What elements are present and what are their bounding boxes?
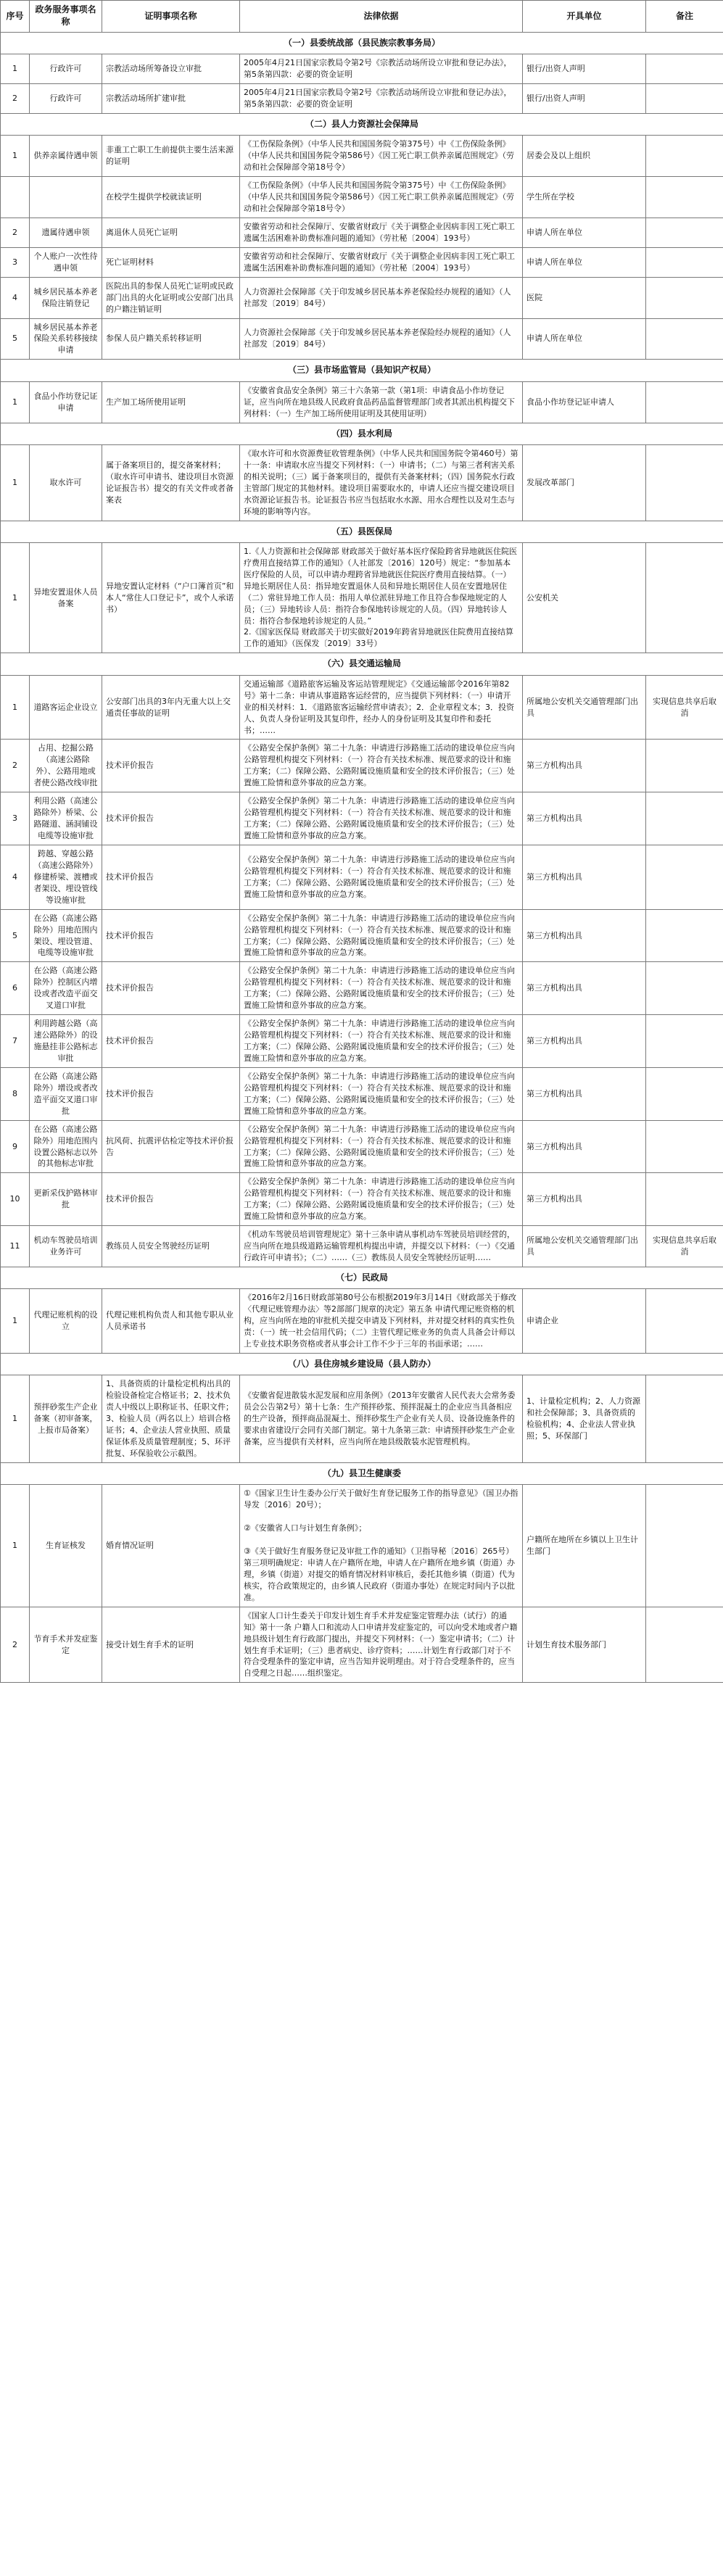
cell-note [646,1120,723,1173]
cell-note [646,909,723,962]
section-row [1,1462,723,1484]
cell-note [646,54,723,84]
header-seq: 序号 [1,1,30,33]
cell-certificate-name: 代理记账机构负责人和其他专职从业人员承诺书 [102,1289,240,1354]
cell-issuing-unit: 第三方机构出具 [523,1015,646,1068]
table-row [1,218,723,247]
cell-seq: 1 [1,1485,30,1607]
cell-certificate-name: 宗教活动场所扩建审批 [102,84,240,114]
header-note: 备注 [646,1,723,33]
table-row [1,542,723,653]
cell-legal-basis: 2005年4月21日国家宗教局令第2号《宗教活动场所设立审批和登记办法》，第5条第四款：必要的资金证明 [240,54,523,84]
cell-legal-basis: 《2016年2月16日财政部第80号公布根据2019年3月14日《财政部关于修改〈代理记账管理办法〉等2部部门规章的决定》第五条 申请代理记账资格的机构，应当向所在地的审批机关提交申请及下列材料，并对提交材料的真实性负责：（一）统一社会信用代码；（二）主管代理记账业务的负责人具备会计师以上专业技术职务资格或者从事会计工作不少于三年的书面承诺；…… [240,1289,523,1354]
cell-seq: 1 [1,1289,30,1354]
cell-service-name: 跨越、穿越公路（高速公路除外）修建桥梁、渡槽或者架设、埋设管线等设施审批 [30,845,102,909]
cell-issuing-unit: 第三方机构出具 [523,1120,646,1173]
cell-legal-basis: 《取水许可和水资源费征收管理条例》（中华人民共和国国务院令第460号）第十一条：申请取水应当提交下列材料：（一）申请书；（二）与第三者利害关系的相关说明；（三）属于备案项目的，提供有关备案材料；（四）国务院水行政主管部门规定的其他材料。建设项目需要取水的，申请人还应当提交建设项目水资源论证报告书。论证报告书应当包括取水水源、用水合理性以及对生态与环境的影响等内容。 [240,444,523,521]
table-row [1,381,723,423]
cell-seq: 5 [1,318,30,360]
cell-seq: 1 [1,542,30,653]
table-row [1,962,723,1015]
cell-certificate-name: 属于备案项目的，提交备案材料；（取水许可申请书、建设项目水资源论证报告书）提交的有关文件或者备案表 [102,444,240,521]
cell-legal-basis: 《公路安全保护条例》第二十九条：申请进行涉路施工活动的建设单位应当向公路管理机构提交下列材料：（一）符合有关技术标准、规范要求的设计和施工方案；（二）保障公路、公路附属设施质量和安全的技术评价报告；（三）处置施工险情和意外事故的应急方案。 [240,1015,523,1068]
section-title: （一）县委统战部（县民族宗教事务局） [1,32,723,54]
cell-note [646,1485,723,1607]
cell-legal-basis: 《公路安全保护条例》第二十九条：申请进行涉路施工活动的建设单位应当向公路管理机构提交下列材料：（一）符合有关技术标准、规范要求的设计和施工方案；（二）保障公路、公路附属设施质量和安全的技术评价报告；（三）处置施工险情和意外事故的应急方案。 [240,1067,523,1120]
cell-service-name: 节育手术并发症鉴定 [30,1607,102,1683]
section-row [1,1267,723,1288]
cell-seq: 1 [1,54,30,84]
cell-certificate-name: 离退休人员死亡证明 [102,218,240,247]
table-row [1,1226,723,1267]
cell-certificate-name: 技术评价报告 [102,1067,240,1120]
cell-certificate-name: 医院出具的参保人员死亡证明或民政部门出具的火化证明或公安部门出具的户籍注销证明 [102,277,240,318]
section-row [1,1354,723,1375]
cell-issuing-unit: 第三方机构出具 [523,962,646,1015]
cell-note [646,542,723,653]
cell-issuing-unit: 银行/出资人声明 [523,84,646,114]
cell-service-name: 利用公路（高速公路除外）桥梁、公路隧道、涵洞铺设电缆等设施审批 [30,792,102,845]
cell-certificate-name: 接受计划生育手术的证明 [102,1607,240,1683]
table-header-row [1,1,723,33]
cell-note [646,962,723,1015]
cell-legal-basis: 人力资源社会保障部《关于印发城乡居民基本养老保险经办规程的通知》（人社部发〔2019〕84号） [240,277,523,318]
cell-legal-basis: 安徽省劳动和社会保障厅、安徽省财政厅《关于调整企业因病非因工死亡职工遗属生活困难补助费标准问题的通知》（劳社秘〔2004〕193号） [240,247,523,277]
cell-note [646,218,723,247]
table-row [1,845,723,909]
cell-certificate-name: 公安部门出具的3年内无重大以上交通责任事故的证明 [102,675,240,740]
table-row [1,1485,723,1607]
table-row [1,675,723,740]
cell-note: 实现信息共享后取消 [646,675,723,740]
cell-issuing-unit: 1、计量检定机构；2、人力资源和社会保障部；3、具备资质的检验机构；4、企业法人营业执照；5、环保部门 [523,1375,646,1463]
cell-seq: 3 [1,247,30,277]
cell-issuing-unit: 计划生育技术服务部门 [523,1607,646,1683]
cell-note [646,1015,723,1068]
cell-note [646,136,723,177]
cell-note [646,1173,723,1226]
table-row [1,177,723,218]
table-row [1,1289,723,1354]
section-row [1,423,723,444]
table-row [1,1120,723,1173]
cell-service-name: 异地安置退休人员备案 [30,542,102,653]
cell-issuing-unit: 银行/出资人声明 [523,54,646,84]
table-row [1,909,723,962]
cell-certificate-name: 宗教活动场所筹备设立审批 [102,54,240,84]
cell-seq: 1 [1,381,30,423]
cell-note [646,84,723,114]
cell-seq: 1 [1,136,30,177]
section-title: （五）县医保局 [1,521,723,542]
cell-issuing-unit: 申请企业 [523,1289,646,1354]
cell-legal-basis: 《公路安全保护条例》第二十九条：申请进行涉路施工活动的建设单位应当向公路管理机构提交下列材料：（一）符合有关技术标准、规范要求的设计和施工方案；（二）保障公路、公路附属设施质量和安全的技术评价报告；（三）处置施工险情和意外事故的应急方案。 [240,845,523,909]
cell-certificate-name: 生产加工场所使用证明 [102,381,240,423]
cell-note: 实现信息共享后取消 [646,1226,723,1267]
cell-service-name: 利用跨越公路（高速公路除外）的设施悬挂非公路标志审批 [30,1015,102,1068]
cell-service-name: 城乡居民基本养老保险关系转移接续申请 [30,318,102,360]
cell-issuing-unit: 申请人所在单位 [523,318,646,360]
table-row [1,740,723,792]
cell-note [646,740,723,792]
header-service-name: 政务服务事项名称 [30,1,102,33]
table-row [1,1173,723,1226]
cell-note [646,1289,723,1354]
section-title: （三）县市场监管局（县知识产权局） [1,360,723,381]
cell-seq: 11 [1,1226,30,1267]
section-title: （六）县交通运输局 [1,653,723,675]
cell-note [646,1375,723,1463]
cell-legal-basis: 《公路安全保护条例》第二十九条：申请进行涉路施工活动的建设单位应当向公路管理机构提交下列材料：（一）符合有关技术标准、规范要求的设计和施工方案；（二）保障公路、公路附属设施质量和安全的技术评价报告；（三）处置施工险情和意外事故的应急方案。 [240,962,523,1015]
cell-legal-basis: 《机动车驾驶员培训管理规定》第十三条申请从事机动车驾驶员培训经营的，应当向所在地县级道路运输管理机构提出申请，并提交以下材料：（一）《交通行政许可申请书》；（二）……（三）教练员人员安全驾驶经历证明…… [240,1226,523,1267]
cell-legal-basis: 《公路安全保护条例》第二十九条：申请进行涉路施工活动的建设单位应当向公路管理机构提交下列材料：（一）符合有关技术标准、规范要求的设计和施工方案；（二）保障公路、公路附属设施质量和安全的技术评价报告；（三）处置施工险情和意外事故的应急方案。 [240,1173,523,1226]
cell-service-name: 道路客运企业设立 [30,675,102,740]
table-row [1,1375,723,1463]
table-row [1,54,723,84]
cell-legal-basis: ①《国家卫生计生委办公厅关于做好生育登记服务工作的指导意见》（国卫办指导发〔2016〕20号）； ②《安徽省人口与计划生育条例》； ③《关于做好生育服务登记及审批工作的通知》（卫指导秘〔2016〕265号）第三项明确规定：申请人在户籍所在地，申请人在户籍所在地乡镇（街道）办理，乡镇（街道）对提交的婚育情况材料审核后，委托其他乡镇（街道）代为核实，符合政策规定的，由乡镇人民政府（街道办事处）在规定时间内予以批准。 [240,1485,523,1607]
table-row [1,318,723,360]
table-row [1,1015,723,1068]
cell-service-name: 食品小作坊登记证申请 [30,381,102,423]
cell-seq: 3 [1,792,30,845]
cell-certificate-name: 技术评价报告 [102,962,240,1015]
cell-seq: 4 [1,845,30,909]
table-row [1,277,723,318]
cell-seq: 5 [1,909,30,962]
cell-seq: 1 [1,675,30,740]
cell-legal-basis: 安徽省劳动和社会保障厅、安徽省财政厅《关于调整企业因病非因工死亡职工遗属生活困难补助费标准问题的通知》（劳社秘〔2004〕193号） [240,218,523,247]
cell-note [646,381,723,423]
cell-issuing-unit: 所属地公安机关交通管理部门出具 [523,675,646,740]
table-row [1,1067,723,1120]
cell-certificate-name: 技术评价报告 [102,909,240,962]
cell-issuing-unit: 户籍所在地所在乡镇以上卫生计生部门 [523,1485,646,1607]
section-title: （七）民政局 [1,1267,723,1288]
cell-service-name: 在公路（高速公路除外）用地范围内架设、埋设管道、电缆等设施审批 [30,909,102,962]
cell-certificate-name: 技术评价报告 [102,792,240,845]
table-body [1,32,723,1683]
cell-seq: 10 [1,1173,30,1226]
cell-legal-basis: 《安徽省促进散装水泥发展和应用条例》（2013年安徽省人民代表大会常务委员会公告第2号）第十七条：生产预拌砂浆、预拌混凝土的企业应当具备相应的生产设备，预拌商品混凝土、预拌砂浆生产企业有关人员、设备设施条件的要求由省建设厅会同有关部门制定。第十九条第三款：申请预拌砂浆生产企业备案，应当提供有关材料，应当向所在地县级散装水泥管理机构。 [240,1375,523,1463]
cell-note [646,318,723,360]
cell-service-name: 在公路（高速公路除外）用地范围内设置公路标志以外的其他标志审批 [30,1120,102,1173]
cell-legal-basis: 《公路安全保护条例》第二十九条：申请进行涉路施工活动的建设单位应当向公路管理机构提交下列材料：（一）符合有关技术标准、规范要求的设计和施工方案；（二）保障公路、公路附属设施质量和安全的技术评价报告；（三）处置施工险情和意外事故的应急方案。 [240,792,523,845]
cell-issuing-unit: 申请人所在单位 [523,247,646,277]
cell-issuing-unit: 第三方机构出具 [523,792,646,845]
cell-note [646,247,723,277]
cell-legal-basis: 《工伤保险条例》（中华人民共和国国务院令第375号）中《工伤保险条例》（中华人民共和国国务院令第586号）《因工死亡职工供养亲属范围规定》（劳动和社会保障部令第18号令） [240,177,523,218]
section-row [1,32,723,54]
cell-issuing-unit: 第三方机构出具 [523,845,646,909]
cell-note [646,845,723,909]
cell-service-name: 遗属待遇申领 [30,218,102,247]
cell-service-name: 代理记账机构的设立 [30,1289,102,1354]
cell-certificate-name: 在校学生提供学校就读证明 [102,177,240,218]
cell-seq: 1 [1,1375,30,1463]
cell-note [646,1067,723,1120]
cell-certificate-name: 技术评价报告 [102,740,240,792]
cell-seq: 9 [1,1120,30,1173]
cell-issuing-unit: 公安机关 [523,542,646,653]
cell-issuing-unit: 申请人所在单位 [523,218,646,247]
cell-service-name: 占用、挖掘公路（高速公路除外）、公路用地或者使公路改线审批 [30,740,102,792]
table-row [1,444,723,521]
cell-service-name: 在公路（高速公路除外）控制区内增设或者改造平面交叉道口审批 [30,962,102,1015]
cell-service-name [30,177,102,218]
cell-seq: 8 [1,1067,30,1120]
cell-certificate-name: 技术评价报告 [102,1173,240,1226]
cell-issuing-unit: 第三方机构出具 [523,740,646,792]
cell-seq [1,177,30,218]
cell-certificate-name: 非重工亡职工生前提供主要生活来源的证明 [102,136,240,177]
cell-note [646,177,723,218]
cell-legal-basis: 《安徽省食品安全条例》第三十六条第一款（第1项：申请食品小作坊登记证，应当向所在地县级人民政府食品药品监督管理部门或者其派出机构提交下列材料：（一）生产加工场所使用证明及其使用证明） [240,381,523,423]
section-row [1,521,723,542]
cell-issuing-unit: 居委会及以上组织 [523,136,646,177]
table-row [1,136,723,177]
cell-note [646,444,723,521]
cell-service-name: 预拌砂浆生产企业备案（初审备案，上报市局备案） [30,1375,102,1463]
header-issuing-unit: 开具单位 [523,1,646,33]
cell-seq: 2 [1,1607,30,1683]
table-row [1,792,723,845]
cell-certificate-name: 技术评价报告 [102,845,240,909]
cell-service-name: 城乡居民基本养老保险注销登记 [30,277,102,318]
cell-service-name: 个人账户一次性待遇申领 [30,247,102,277]
cell-seq: 4 [1,277,30,318]
cell-issuing-unit: 发展改革部门 [523,444,646,521]
cell-legal-basis: 《公路安全保护条例》第二十九条：申请进行涉路施工活动的建设单位应当向公路管理机构提交下列材料：（一）符合有关技术标准、规范要求的设计和施工方案；（二）保障公路、公路附属设施质量和安全的技术评价报告；（三）处置施工险情和意外事故的应急方案。 [240,909,523,962]
cell-seq: 2 [1,84,30,114]
cell-service-name: 供养亲属待遇申领 [30,136,102,177]
cell-legal-basis: 人力资源社会保障部《关于印发城乡居民基本养老保险经办规程的通知》（人社部发〔2019〕84号） [240,318,523,360]
section-row [1,360,723,381]
cell-service-name: 机动车驾驶员培训业务许可 [30,1226,102,1267]
cell-service-name: 更新采伐护路林审批 [30,1173,102,1226]
cell-legal-basis: 《公路安全保护条例》第二十九条：申请进行涉路施工活动的建设单位应当向公路管理机构提交下列材料：（一）符合有关技术标准、规范要求的设计和施工方案；（二）保障公路、公路附属设施质量和安全的技术评价报告；（三）处置施工险情和意外事故的应急方案。 [240,740,523,792]
cell-certificate-name: 教练员人员安全驾驶经历证明 [102,1226,240,1267]
cell-issuing-unit: 学生所在学校 [523,177,646,218]
section-row [1,113,723,135]
cell-certificate-name: 异地安置认定材料（“户口簿首页”和本人“常住人口登记卡”，或个人承诺书） [102,542,240,653]
header-legal-basis: 法律依据 [240,1,523,33]
section-title: （二）县人力资源社会保障局 [1,113,723,135]
cell-legal-basis: 交通运输部《道路旅客运输及客运站管理规定》《交通运输部令2016年第82号》第十二条：申请从事道路客运经营的，应当提供下列材料：（一）申请开业的相关材料：1．《道路旅客运输经营申请表》；2．企业章程文本；3．投资人、负责人身份证明及其复印件，经办人的身份证明及其复印件和委托书；…… [240,675,523,740]
cell-issuing-unit: 所属地公安机关交通管理部门出具 [523,1226,646,1267]
cell-seq: 1 [1,444,30,521]
cell-certificate-name: 参保人员户籍关系转移证明 [102,318,240,360]
cell-service-name: 行政许可 [30,54,102,84]
cell-certificate-name: 1、具备资质的计量检定机构出具的检验设备检定合格证书；2、技术负责人中级以上职称证书、任职文件；3、检验人员（两名以上）培训合格证书；4、企业法人营业执照、质量保证体系及质量管理制度；5、环评批复、环保验收公示截图。 [102,1375,240,1463]
cell-legal-basis: 《工伤保险条例》（中华人民共和国国务院令第375号）中《工伤保险条例》（中华人民共和国国务院令第586号）《因工死亡职工供养亲属范围规定》（劳动和社会保障部令第18号令） [240,136,523,177]
section-title: （九）县卫生健康委 [1,1462,723,1484]
cell-service-name: 取水许可 [30,444,102,521]
cell-issuing-unit: 第三方机构出具 [523,909,646,962]
cell-seq: 2 [1,740,30,792]
cell-service-name: 生育证核发 [30,1485,102,1607]
cell-note [646,1607,723,1683]
cell-legal-basis: 2005年4月21日国家宗教局令第2号《宗教活动场所设立审批和登记办法》，第5条第四款：必要的资金证明 [240,84,523,114]
cell-certificate-name: 技术评价报告 [102,1015,240,1068]
cell-certificate-name: 抗风荷、抗震评估检定等技术评价报告 [102,1120,240,1173]
cell-certificate-name: 死亡证明材料 [102,247,240,277]
cell-seq: 6 [1,962,30,1015]
header-certificate-name: 证明事项名称 [102,1,240,33]
section-title: （四）县水利局 [1,423,723,444]
table-row [1,1607,723,1683]
cell-issuing-unit: 第三方机构出具 [523,1067,646,1120]
cell-issuing-unit: 医院 [523,277,646,318]
table-row [1,247,723,277]
cell-legal-basis: 1.《人力资源和社会保障部 财政部关于做好基本医疗保险跨省异地就医住院医疗费用直接结算工作的通知》（人社部发〔2016〕120号）规定：“参加基本医疗保险的人员，可以申请办理跨省异地就医住院医疗费用直接结算。（一）异地长期居住人员：指异地安置退休人员和异地长期居住人员在安置地居住（二）常驻异地工作人员：指用人单位派驻异地工作且符合参保地规定的人员；（三）异地转诊人员：指符合参保地转诊规定的人员。（四）异地转诊人员：指符合参保地转诊规定的人员。” 2.《国家医保局 财政部关于切实做好2019年跨省异地就医住院费用直接结算工作的通知》（医保发〔2019〕33号） [240,542,523,653]
table-row [1,84,723,114]
section-row [1,653,723,675]
cell-legal-basis: 《国家人口计生委关于印发计划生育手术并发症鉴定管理办法（试行）的通知》第十一条 户籍人口和流动人口申请并发症鉴定的，可以向受术地或者户籍地县级计划生育行政部门提出，并提交下列材料：（一）鉴定申请书；（二）计划生育手术证明；（三）患者病史、诊疗资料；……计划生育行政部门对于不符合受理条件的鉴定申请，应当告知并说明理由。对于符合受理条件的，应当自受理之日起……组织鉴定。 [240,1607,523,1683]
section-title: （八）县住房城乡建设局（县人防办） [1,1354,723,1375]
cell-issuing-unit: 食品小作坊登记证申请人 [523,381,646,423]
cell-issuing-unit: 第三方机构出具 [523,1173,646,1226]
cell-seq: 2 [1,218,30,247]
cell-seq: 7 [1,1015,30,1068]
cell-note [646,277,723,318]
cell-certificate-name: 婚育情况证明 [102,1485,240,1607]
cell-note [646,792,723,845]
cell-legal-basis: 《公路安全保护条例》第二十九条：申请进行涉路施工活动的建设单位应当向公路管理机构提交下列材料：（一）符合有关技术标准、规范要求的设计和施工方案；（二）保障公路、公路附属设施质量和安全的技术评价报告；（三）处置施工险情和意外事故的应急方案。 [240,1120,523,1173]
cell-service-name: 行政许可 [30,84,102,114]
cell-service-name: 在公路（高速公路除外）增设或者改造平面交叉道口审批 [30,1067,102,1120]
